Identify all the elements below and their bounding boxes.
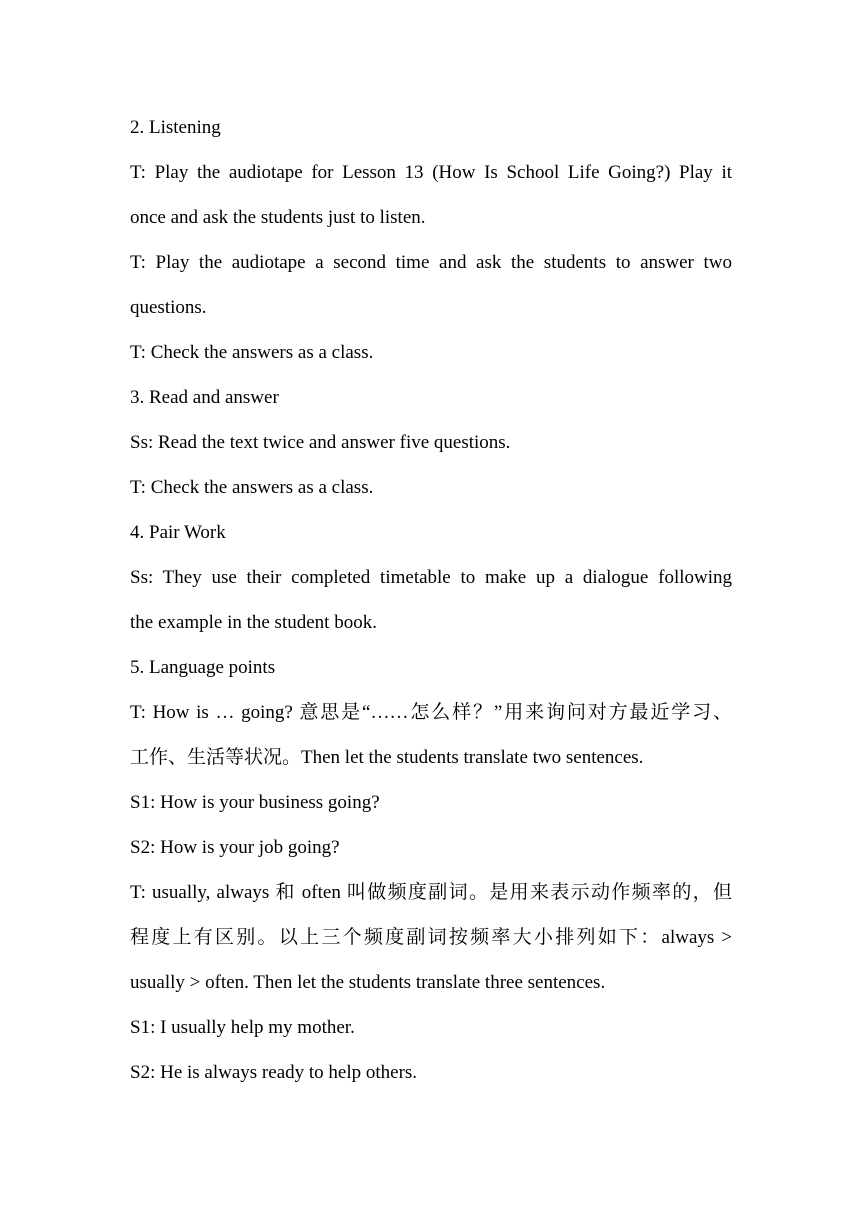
paragraph-line: Ss: Read the text twice and answer five questions. — [130, 432, 511, 453]
paragraph-line: questions. — [130, 297, 207, 318]
paragraph-line: 程度上有区别。以上三个频度副词按频率大小排列如下：always > — [130, 927, 732, 948]
section-heading-pair-work: 4. Pair Work — [130, 522, 226, 543]
paragraph-line: T: usually, always 和 often 叫做频度副词。是用来表示动作频率的，但 — [130, 882, 732, 903]
example-sentence: S1: How is your business going? — [130, 792, 380, 813]
paragraph-line: once and ask the students just to listen. — [130, 207, 426, 228]
section-heading-language-points: 5. Language points — [130, 657, 276, 678]
paragraph-line: T: Check the answers as a class. — [130, 477, 374, 498]
document-body — [130, 105, 732, 1095]
paragraph-line: 工作、生活等状况。Then let the students translate two sentences. — [130, 747, 644, 768]
paragraph-line: T: Play the audiotape a second time and ask the students to answer two — [130, 252, 732, 273]
paragraph-line: the example in the student book. — [130, 612, 377, 633]
example-sentence: S2: How is your job going? — [130, 837, 340, 858]
paragraph-line: T: How is … going? 意思是“……怎么样？”用来询问对方最近学习、 — [130, 702, 732, 723]
section-heading-read-and-answer: 3. Read and answer — [130, 387, 279, 408]
paragraph-line: Ss: They use their completed timetable to make up a dialogue following — [130, 567, 732, 588]
paragraph-line: T: Check the answers as a class. — [130, 342, 374, 363]
paragraph-line: usually > often. Then let the students translate three sentences. — [130, 972, 606, 993]
paragraph-line: T: Play the audiotape for Lesson 13 (How Is School Life Going?) Play it — [130, 162, 732, 183]
example-sentence: S2: He is always ready to help others. — [130, 1062, 418, 1083]
section-heading-listening: 2. Listening — [130, 117, 221, 138]
example-sentence: S1: I usually help my mother. — [130, 1017, 355, 1038]
